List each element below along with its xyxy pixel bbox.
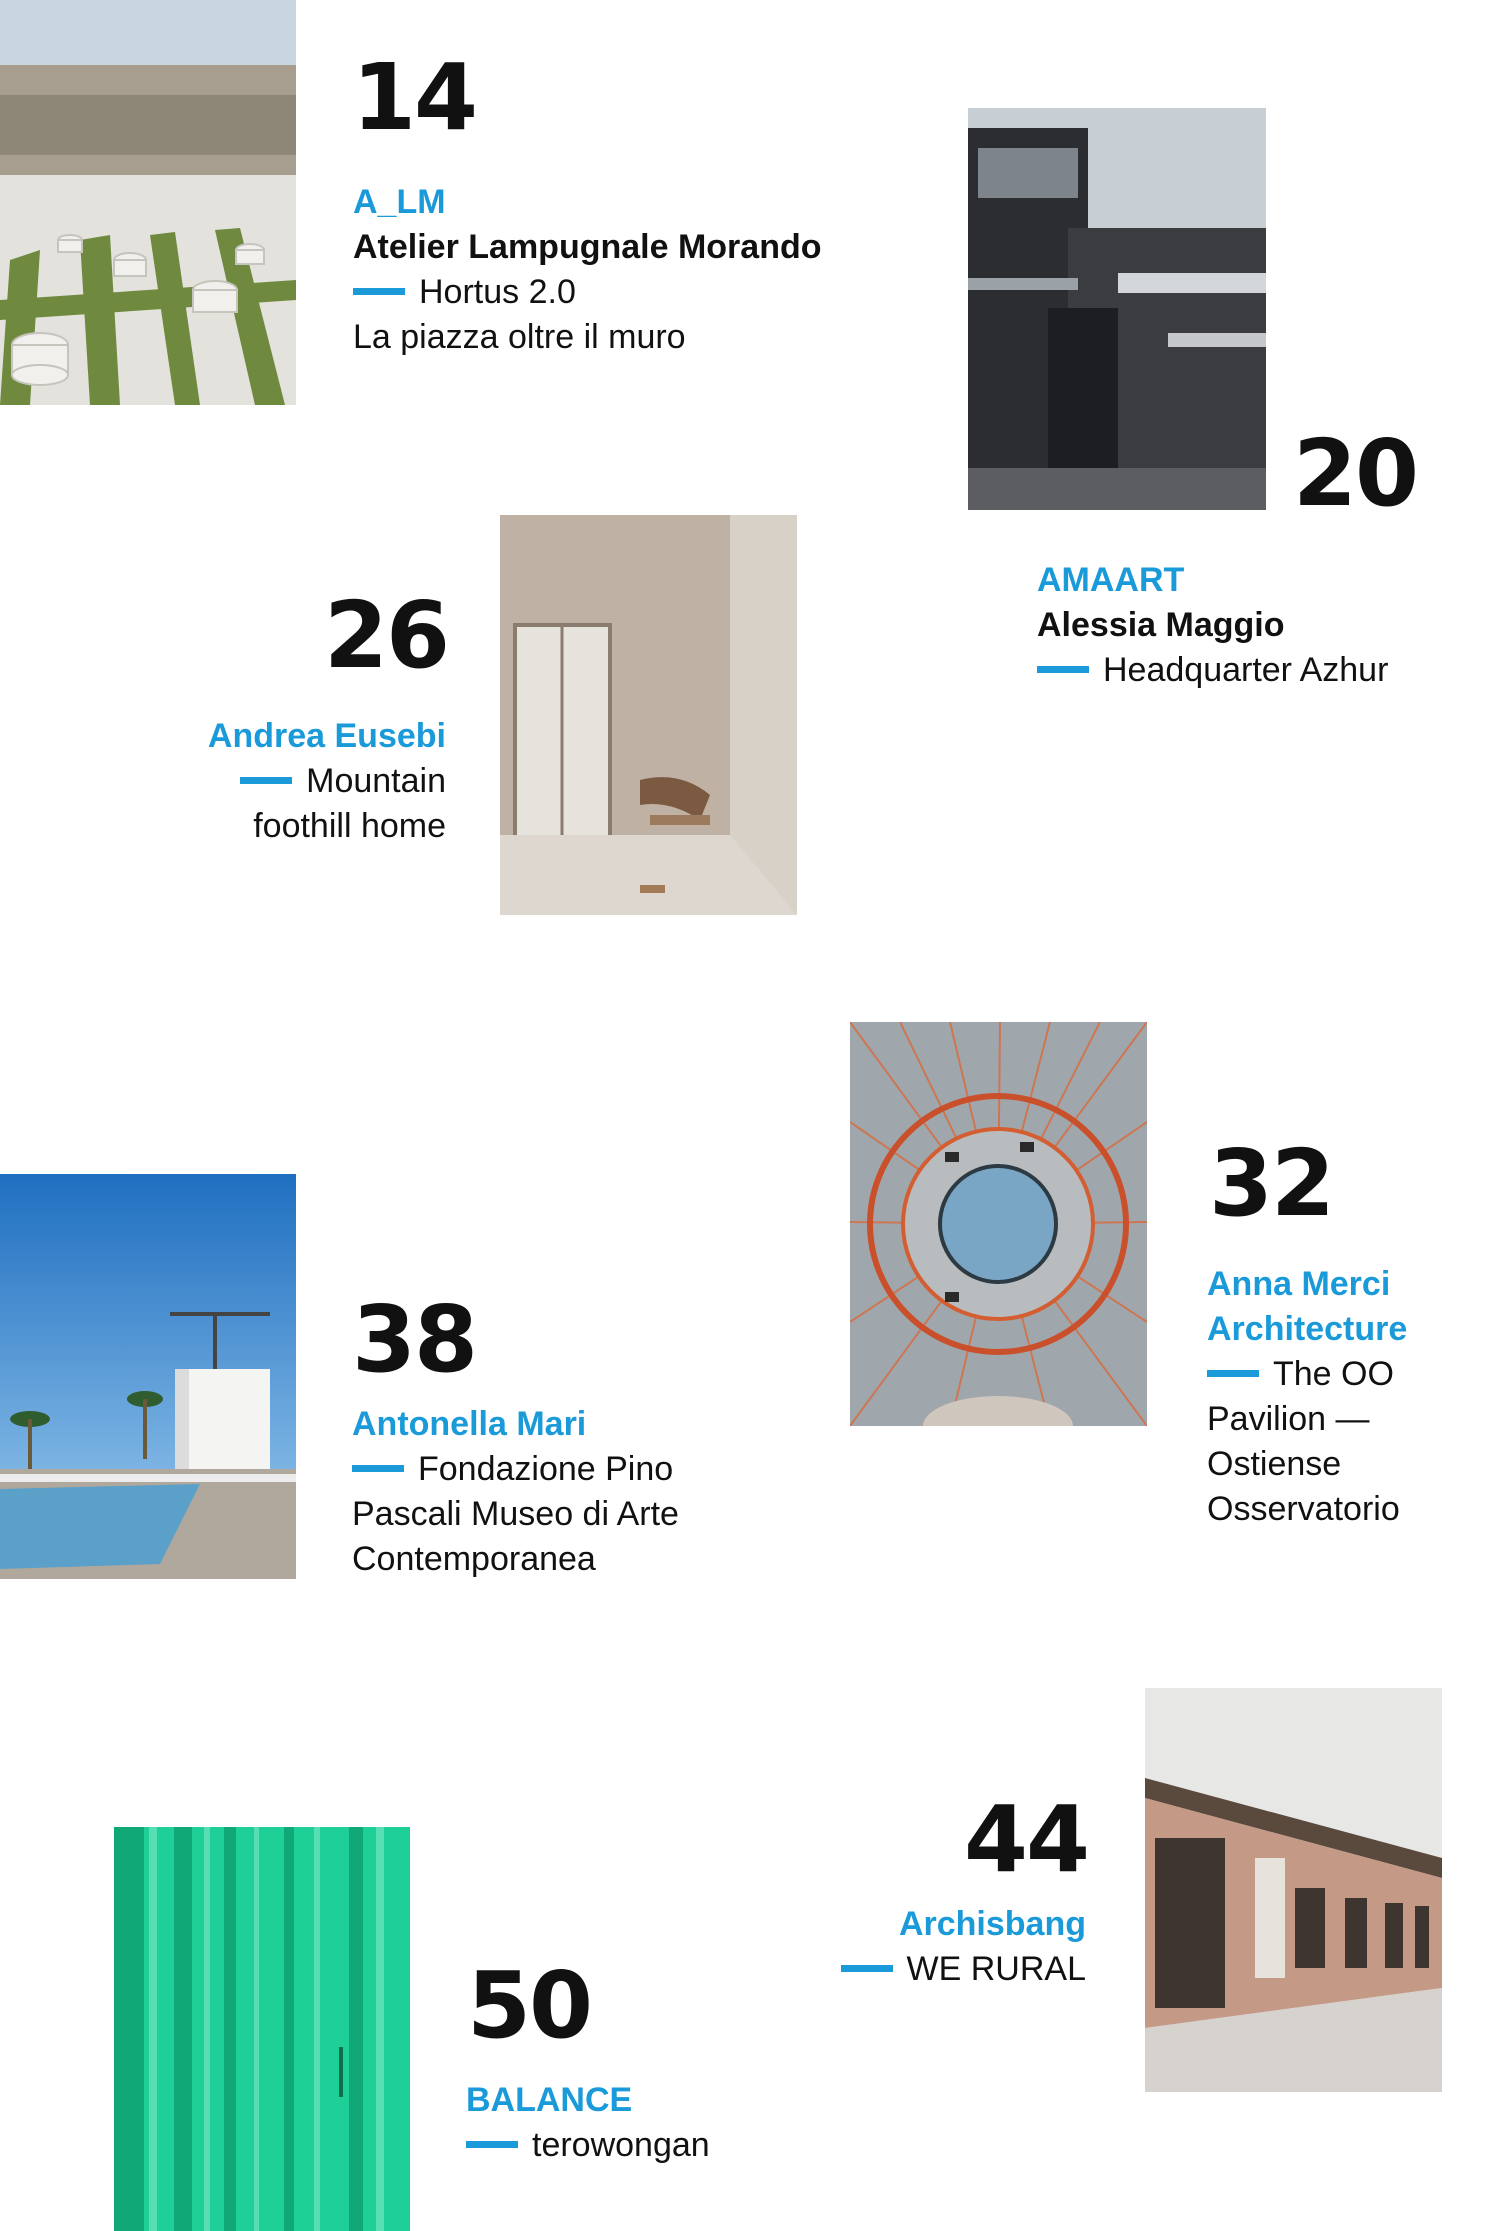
page-number-38: 38	[352, 1286, 477, 1393]
entry-44-text	[841, 1902, 1086, 1992]
entry-32-text	[1207, 1262, 1407, 1532]
entry-26-text	[208, 714, 446, 849]
dash-marker	[352, 1465, 404, 1472]
page-number-32: 32	[1209, 1130, 1334, 1237]
page-number-20: 20	[1293, 420, 1418, 527]
dash-marker	[466, 2141, 518, 2148]
dash-marker	[1037, 666, 1089, 673]
author-name: AMAART	[1037, 561, 1185, 599]
project-title: Fondazione Pino	[352, 1447, 679, 1492]
project-title-line4: Osservatorio	[1207, 1490, 1400, 1528]
project-title: The OO	[1207, 1352, 1407, 1397]
page-number-50: 50	[467, 1952, 592, 2059]
fondazione-pool-photo	[0, 1174, 296, 1579]
project-title-line3: Contemporanea	[352, 1540, 596, 1578]
author-name: Antonella Mari	[352, 1405, 587, 1443]
oo-pavilion-photo	[850, 1022, 1147, 1426]
project-title-line3: Ostiense	[1207, 1445, 1342, 1483]
entry-38-text	[352, 1402, 679, 1582]
page-number-14: 14	[352, 44, 477, 151]
entry-14-text	[353, 180, 822, 360]
page-number-44: 44	[964, 1786, 1089, 1893]
author-name: A_LM	[353, 183, 446, 221]
project-title: Hortus 2.0	[353, 270, 822, 315]
studio-name: Alessia Maggio	[1037, 606, 1285, 644]
project-title-line2: Pascali Museo di Arte	[352, 1495, 679, 1533]
project-title: terowongan	[466, 2123, 710, 2168]
dash-marker	[240, 777, 292, 784]
we-rural-barn-photo	[1145, 1688, 1442, 2092]
dash-marker	[1207, 1370, 1259, 1377]
project-title: Headquarter Azhur	[1037, 648, 1388, 693]
author-name: BALANCE	[466, 2081, 633, 2119]
project-title-line2: Pavilion —	[1207, 1400, 1370, 1438]
studio-name: Atelier Lampugnale Morando	[353, 228, 822, 266]
foothill-interior-photo	[500, 515, 797, 915]
entry-50-text	[466, 2078, 710, 2168]
dash-marker	[353, 288, 405, 295]
author-name: Andrea Eusebi	[207, 717, 446, 755]
author-name: Archisbang	[898, 1905, 1086, 1943]
page-number-26: 26	[324, 582, 449, 689]
author-name-line1: Anna Merci	[1207, 1265, 1391, 1303]
alm-piazza-photo	[0, 0, 296, 405]
dash-marker	[841, 1965, 893, 1972]
project-subtitle: La piazza oltre il muro	[353, 318, 686, 356]
azhur-facade-photo	[968, 108, 1266, 510]
project-title: Mountain	[208, 759, 446, 804]
project-title: WE RURAL	[841, 1947, 1086, 1992]
terowongan-green-photo	[114, 1827, 410, 2231]
entry-20-text	[1037, 558, 1388, 693]
author-name-line2: Architecture	[1207, 1310, 1408, 1348]
project-subtitle: foothill home	[253, 807, 446, 845]
